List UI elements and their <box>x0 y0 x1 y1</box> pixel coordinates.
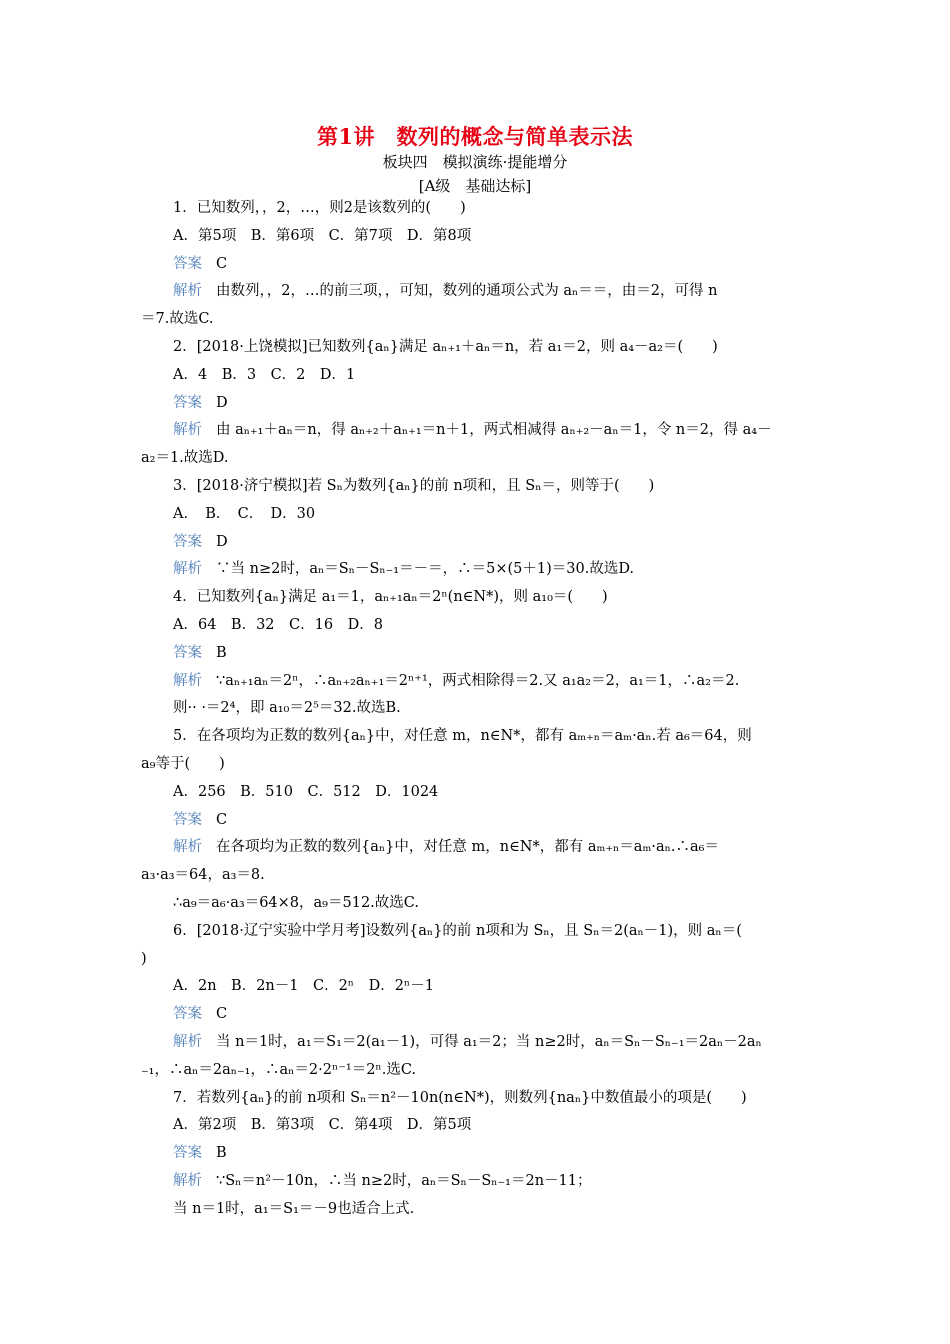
line-text: 2．[2018·上饶模拟]已知数列{aₙ}满足 aₙ₊₁＋aₙ＝n，若 a₁＝2，则 a₄－a₂＝( ) <box>173 339 718 355</box>
options-line <box>173 976 434 996</box>
options-line <box>173 504 315 524</box>
answer-line <box>173 254 227 274</box>
answer-tag: 答案 <box>173 811 202 828</box>
wrapped-line <box>141 754 225 774</box>
line-text: D <box>216 533 228 550</box>
line-text: ∵当 n≥2时，aₙ＝Sₙ－Sₙ₋₁＝－＝，∴＝5×(5＋1)＝30.故选D. <box>216 561 635 578</box>
section-subtitle: 板块四 模拟演练·提能增分 <box>382 153 568 171</box>
answer-line <box>173 393 228 413</box>
explanation-tag: 解析 <box>173 1034 202 1050</box>
answer-tag: 答案 <box>173 644 202 661</box>
line-text: 7．若数列{aₙ}的前 n项和 Sₙ＝n²－10n(n∈N*)，则数列{naₙ}中数值最小的项是( ) <box>173 1089 747 1106</box>
line-text: C <box>216 811 228 828</box>
line-text: A．256 B．510 C．512 D．1024 <box>173 783 439 800</box>
line-text: ∵aₙ₊₁aₙ＝2ⁿ，∴aₙ₊₂aₙ₊₁＝2ⁿ⁺¹，两式相除得＝2.又 a₁a₂＝2，a₁＝1，∴a₂＝2. <box>216 672 740 689</box>
question-line <box>173 921 742 941</box>
explanation-line <box>173 837 719 857</box>
continuation-line <box>173 698 401 718</box>
line-text: ₋₁，∴aₙ＝2aₙ₋₁，∴aₙ＝2·2ⁿ⁻¹＝2ⁿ.选C. <box>141 1061 417 1078</box>
line-text: C <box>216 255 228 272</box>
question-line <box>173 337 718 357</box>
line-text: D <box>216 394 228 411</box>
line-text: A．4 B．3 C．2 D．1 <box>173 366 356 383</box>
line-text: A．2n B．2n－1 C．2ⁿ D．2ⁿ－1 <box>173 978 434 995</box>
answer-tag: 答案 <box>173 533 202 550</box>
line-text: 由数列，，2，…的前三项，，可知，数列的通项公式为 aₙ＝＝，由＝2，可得 n <box>216 283 718 300</box>
wrapped-line <box>141 309 214 329</box>
line-text: 5．在各项均为正数的数列{aₙ}中，对任意 m，n∈N*，都有 aₘ₊ₙ＝aₘ·aₙ.若 a₆＝64，则 <box>173 728 752 745</box>
line-text: 由 aₙ₊₁＋aₙ＝n，得 aₙ₊₂＋aₙ₊₁＝n＋1，两式相减得 aₙ₊₂－aₙ＝1，令 n＝2，得 a₄－ <box>216 422 772 439</box>
options-line <box>173 365 355 385</box>
explanation-line <box>173 420 772 440</box>
explanation-tag: 解析 <box>173 839 202 856</box>
answer-tag: 答案 <box>173 1006 202 1023</box>
explanation-line <box>173 1032 762 1052</box>
answer-line <box>173 532 228 552</box>
level-heading: [A级 基础达标] <box>418 177 532 195</box>
line-text: a₉等于( ) <box>141 756 225 772</box>
answer-tag: 答案 <box>173 394 202 411</box>
line-text: 则·· ·＝2⁴，即 a₁₀＝2⁵＝32.故选B. <box>173 700 401 717</box>
line-text: 当 n＝1时，a₁＝S₁＝－9也适合上式. <box>173 1200 415 1217</box>
line-text: B <box>216 644 227 661</box>
explanation-tag: 解析 <box>173 561 202 578</box>
question-line <box>173 726 752 746</box>
line-text: A．第2项 B．第3项 C．第4项 D．第5项 <box>173 1117 472 1134</box>
explanation-tag: 解析 <box>173 672 202 689</box>
answer-line <box>173 1004 227 1024</box>
wrapped-line <box>141 448 229 468</box>
line-text: A． B． C． D．30 <box>173 505 316 522</box>
options-line <box>173 782 438 802</box>
line-text: ∴a₉＝a₆·a₃＝64×8，a₉＝512.故选C. <box>173 895 419 911</box>
answer-line <box>173 643 227 663</box>
explanation-tag: 解析 <box>173 283 202 300</box>
answer-line <box>173 1143 227 1163</box>
question-line <box>173 587 608 607</box>
line-text: B <box>216 1145 227 1162</box>
explanation-line <box>173 671 739 691</box>
line-text: 当 n＝1时，a₁＝S₁＝2(a₁－1)，可得 a₁＝2；当 n≥2时，aₙ＝Sₙ－Sₙ₋₁＝2aₙ－2aₙ <box>216 1034 762 1050</box>
options-line <box>173 1115 471 1135</box>
line-text: 1．已知数列，，2，…，则2是该数列的( ) <box>173 200 466 216</box>
line-text: A．64 B．32 C．16 D．8 <box>173 617 383 633</box>
line-text: a₂＝1.故选D. <box>141 450 229 467</box>
line-text: 6．[2018·辽宁实验中学月考]设数列{aₙ}的前 n项和为 Sₙ，且 Sₙ＝2(aₙ－1)，则 aₙ＝( <box>173 922 742 939</box>
answer-tag: 答案 <box>173 255 202 272</box>
question-line <box>173 198 466 218</box>
line-text: ) <box>141 950 147 967</box>
wrapped-line <box>141 1060 416 1080</box>
line-text: ∵Sₙ＝n²－10n，∴当 n≥2时，aₙ＝Sₙ－Sₙ₋₁＝2n－11； <box>216 1173 592 1189</box>
continuation-line <box>173 893 419 913</box>
line-text: 4．已知数列{aₙ}满足 a₁＝1，aₙ₊₁aₙ＝2ⁿ(n∈N*)，则 a₁₀＝( ) <box>173 589 608 606</box>
explanation-tag: 解析 <box>173 422 202 439</box>
line-text: A．第5项 B．第6项 C．第7项 D．第8项 <box>173 227 472 244</box>
question-line <box>173 476 654 496</box>
options-line <box>173 226 471 246</box>
line-text: 在各项均为正数的数列{aₙ}中，对任意 m，n∈N*，都有 aₘ₊ₙ＝aₘ·aₙ.∴a₆＝ <box>216 839 719 856</box>
wrapped-line <box>141 865 265 885</box>
explanation-line <box>173 559 634 579</box>
explanation-line <box>173 281 717 301</box>
question-line <box>173 1088 747 1108</box>
wrapped-line <box>141 949 147 969</box>
continuation-line <box>173 1199 414 1219</box>
answer-line <box>173 810 227 830</box>
explanation-tag: 解析 <box>173 1173 202 1189</box>
line-text: ＝7.故选C. <box>141 311 214 328</box>
line-text: 3．[2018·济宁模拟]若 Sₙ为数列{aₙ}的前 n项和，且 Sₙ＝，则等于( ) <box>173 478 655 494</box>
options-line <box>173 615 383 635</box>
line-text: a₃·a₃＝64，a₃＝8. <box>141 867 265 884</box>
lecture-title: 第1讲 数列的概念与简单表示法 <box>316 124 634 149</box>
answer-tag: 答案 <box>173 1145 202 1162</box>
explanation-line <box>173 1171 592 1191</box>
line-text: C <box>216 1006 228 1023</box>
